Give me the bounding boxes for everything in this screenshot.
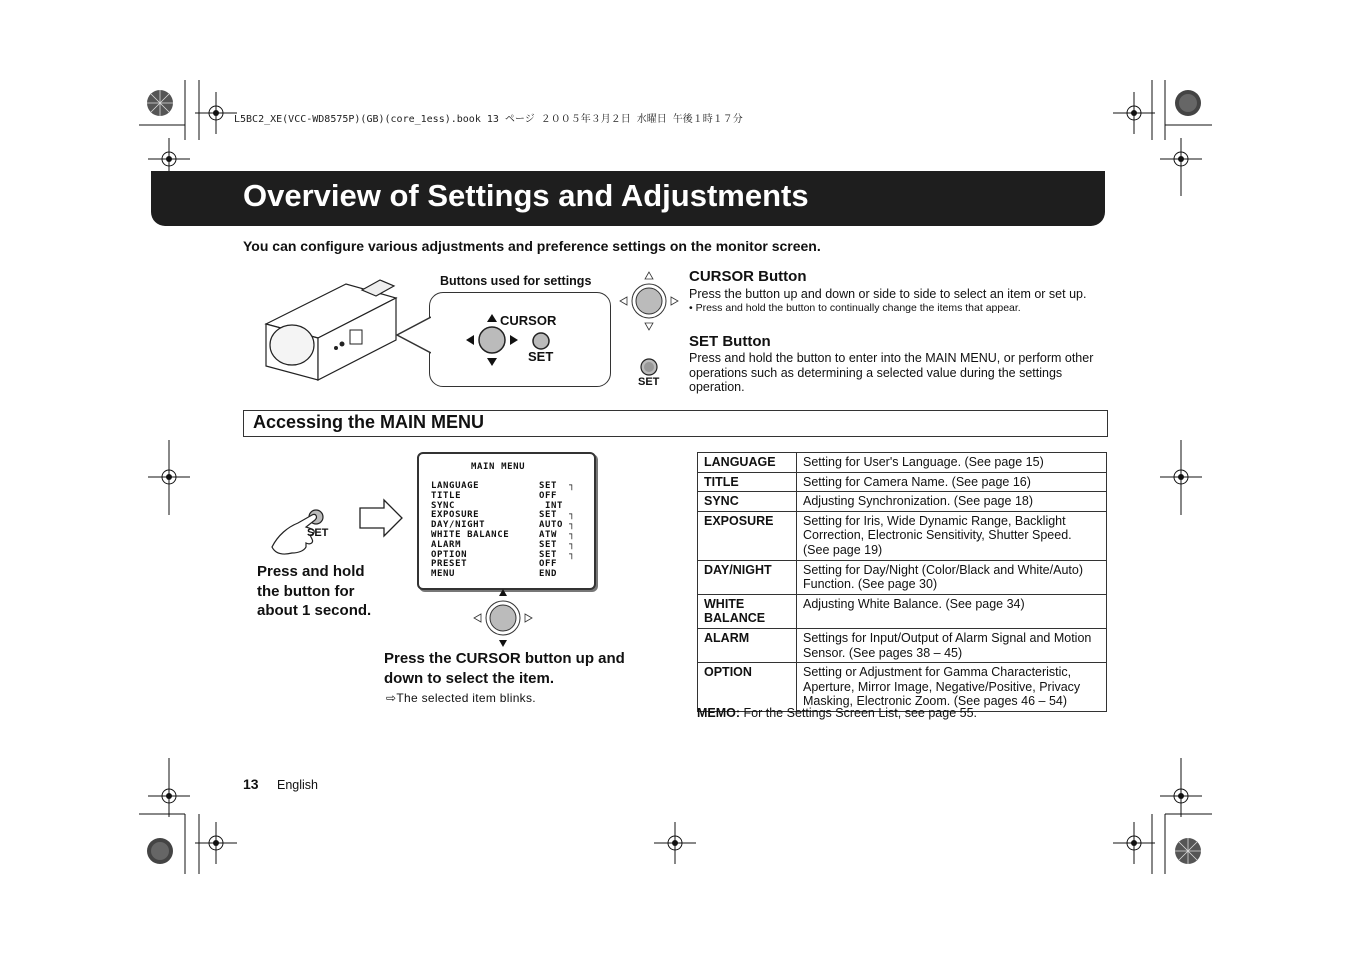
sunburst-mark-icon [1174, 837, 1202, 865]
right-arrow-icon [358, 498, 404, 538]
setting-description: Setting for User's Language. (See page 15) [797, 453, 1107, 473]
setting-description: Adjusting White Balance. (See page 34) [797, 594, 1107, 628]
setting-description: Setting for Iris, Wide Dynamic Range, Backlight Correction, Electronic Sensitivity, Shutter Speed. (See page 19) [797, 511, 1107, 560]
set-small-label: SET [638, 376, 660, 388]
memo [697, 706, 977, 720]
menu-item-value: AUTO ┐ [539, 520, 576, 531]
menu-item-value: INT [539, 500, 564, 511]
crosshair-icon [1113, 822, 1155, 864]
setting-description: Settings for Input/Output of Alarm Signal and Motion Sensor. (See pages 38 – 45) [797, 628, 1107, 662]
crosshair-icon [654, 822, 696, 864]
menu-item-value: OFF [539, 490, 558, 501]
table-row [698, 472, 1107, 492]
menu-item: DAY/NIGHT [431, 520, 486, 531]
sunburst-mark-icon [146, 89, 174, 117]
crosshair-icon [1113, 92, 1155, 134]
table-row [698, 492, 1107, 512]
cursor-pad-icon [472, 587, 534, 649]
setting-description: Setting or Adjustment for Gamma Characteristic, Aperture, Mirror Image, Negative/Positive, Privacy Masking, Electronic Zoom. (See pages 46 – 54) [797, 663, 1107, 712]
buttons-panel [429, 292, 611, 387]
main-menu-screen [417, 452, 596, 590]
menu-item-value: SET ┐ [539, 510, 576, 521]
sunburst-mark-icon [146, 837, 174, 865]
setting-name: LANGUAGE [698, 453, 797, 473]
table-row [698, 511, 1107, 560]
set-button-heading: SET Button [689, 333, 771, 350]
step1-text: Press and hold the button for about 1 second. [257, 563, 372, 619]
set-button-icon [639, 357, 659, 377]
table-row [698, 663, 1107, 712]
page-title: Overview of Settings and Adjustments [243, 178, 809, 213]
crosshair-icon [1160, 138, 1202, 180]
menu-item: TITLE [431, 490, 462, 501]
cursor-button-text: Press the button up and down or side to side to select an item or set up. [689, 287, 1087, 301]
crosshair-icon [148, 775, 190, 817]
memo-text: For the Settings Screen List, see page 55. [740, 706, 978, 720]
sunburst-mark-icon [1174, 89, 1202, 117]
cursor-button-note: • Press and hold the button to continually change the items that appear. [689, 302, 1021, 314]
menu-item-value: SET ┐ [539, 481, 576, 491]
table-row [698, 628, 1107, 662]
menu-item: SYNC [431, 500, 456, 511]
menu-item: WHITE BALANCE [431, 530, 510, 540]
menu-item-value: SET ┐ [539, 549, 576, 560]
section-title: Accessing the MAIN MENU [253, 412, 485, 432]
crosshair-icon [148, 456, 190, 498]
menu-item-value: SET ┐ [539, 539, 576, 550]
camera-illustration [262, 272, 400, 384]
menu-item: MENU [431, 569, 456, 580]
set-button-text: Press and hold the button to enter into the MAIN MENU, or perform other operations such as determining a selected value during the settings operation. [689, 351, 1094, 394]
menu-item: PRESET [431, 559, 468, 570]
table-row [698, 560, 1107, 594]
setting-name: TITLE [698, 472, 797, 492]
setting-description: Setting for Day/Night (Color/Black and White/Auto) Function. (See page 30) [797, 560, 1107, 594]
crosshair-icon [1160, 456, 1202, 498]
menu-item-value: ATW ┐ [539, 530, 576, 540]
step2-note: ⇨The selected item blinks. [386, 691, 536, 705]
setting-description: Setting for Camera Name. (See page 16) [797, 472, 1107, 492]
menu-title: MAIN MENU [471, 462, 526, 472]
cursor-button-heading: CURSOR Button [689, 268, 807, 285]
set-button-icon [531, 331, 551, 351]
menu-item: OPTION [431, 549, 468, 560]
setting-description: Adjusting Synchronization. (See page 18) [797, 492, 1107, 512]
setting-name: ALARM [698, 628, 797, 662]
cursor-label: CURSOR [500, 313, 557, 328]
page-language: English [277, 778, 318, 792]
setting-name: OPTION [698, 663, 797, 712]
setting-name: WHITE BALANCE [698, 594, 797, 628]
setting-name: DAY/NIGHT [698, 560, 797, 594]
crosshair-icon [1160, 775, 1202, 817]
intro-text: You can configure various adjustments and preference settings on the monitor screen. [243, 238, 821, 254]
menu-item-value: OFF [539, 559, 558, 570]
settings-table [697, 452, 1107, 712]
menu-item: LANGUAGE [431, 481, 480, 491]
cursor-pad-icon [618, 270, 680, 332]
print-header: L5BC2_XE(VCC-WD8575P)(GB)(core_1ess).book 13 ページ ２００５年３月２日 水曜日 午後１時１７分 [234, 114, 743, 125]
setting-name: SYNC [698, 492, 797, 512]
table-row [698, 453, 1107, 473]
crosshair-icon [195, 92, 237, 134]
memo-label: MEMO: [697, 706, 741, 720]
crosshair-icon [195, 822, 237, 864]
menu-item: EXPOSURE [431, 510, 480, 521]
step2-text: Press the CURSOR button up and down to select the item. [384, 650, 625, 687]
setting-name: EXPOSURE [698, 511, 797, 560]
set-label: SET [528, 349, 554, 364]
menu-item: ALARM [431, 539, 462, 550]
finger-set-label: SET [307, 527, 329, 539]
page-number: 13 [243, 776, 259, 792]
buttons-caption: Buttons used for settings [440, 274, 592, 288]
panel-pointer [395, 315, 431, 355]
menu-item-value: END [539, 569, 558, 580]
table-row [698, 594, 1107, 628]
